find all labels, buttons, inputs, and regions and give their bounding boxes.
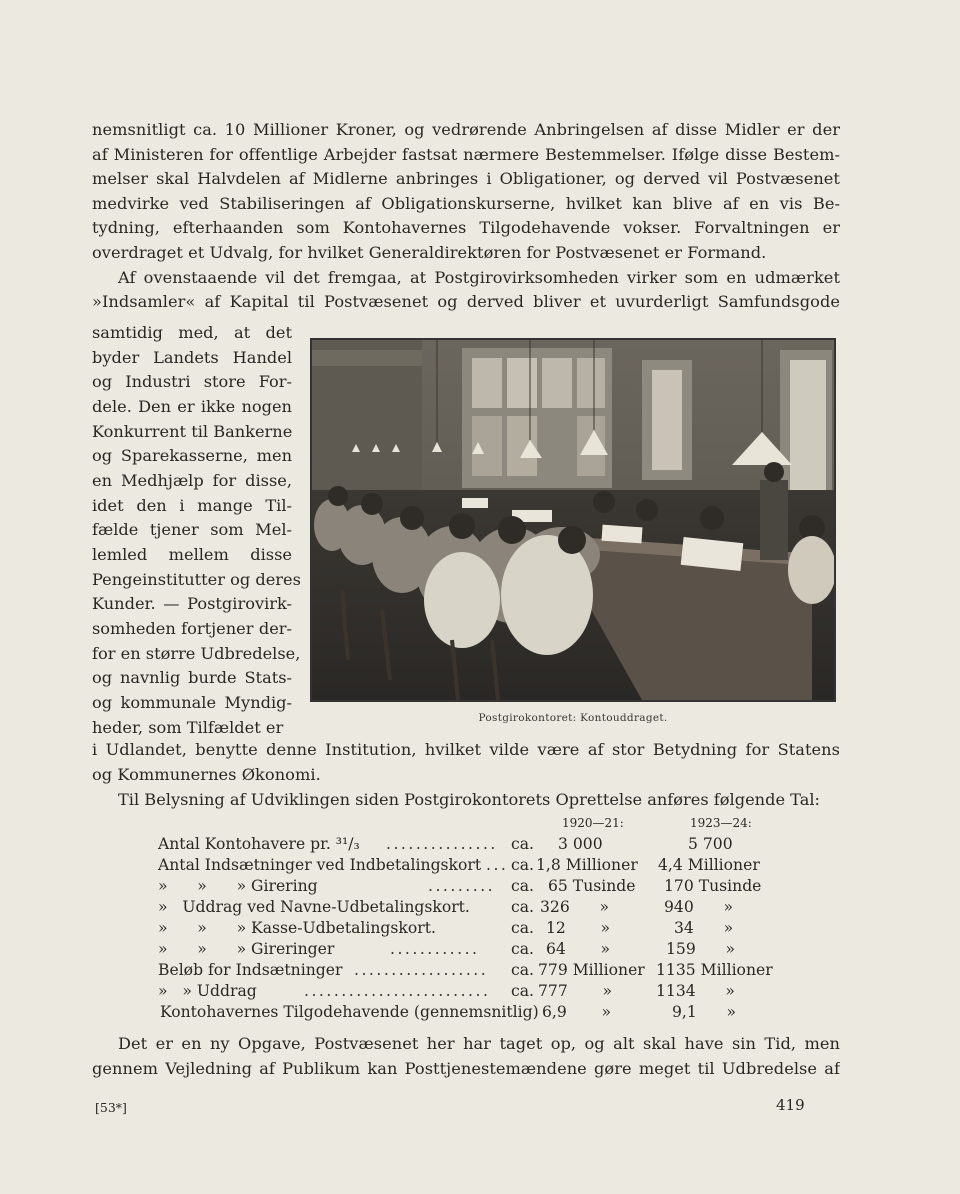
text-line: overdraget et Udvalg, for hvilket Generaldirektøren for Postvæsenet er Formand. bbox=[92, 242, 767, 262]
text-line: Kunder. — Postgirovirk- bbox=[92, 594, 292, 614]
leader-dots: ............ bbox=[390, 940, 480, 958]
leader-dots: ... bbox=[486, 856, 509, 874]
row-ca: ca. bbox=[511, 982, 534, 1000]
value-1920-21: 3 000 bbox=[558, 835, 603, 853]
text-line: nemsnitligt ca. 10 Millioner Kroner, og vedrørende Anbringelsen af disse Midler er der bbox=[92, 120, 840, 139]
paragraph-3 bbox=[92, 1032, 840, 1081]
text-line: for en større Udbredelse, bbox=[92, 643, 301, 663]
text-line: idet den i mange Til- bbox=[92, 495, 292, 515]
value-1920-21: 12 » bbox=[546, 919, 611, 937]
text-line: Pengeinstitutter og deres bbox=[92, 569, 301, 589]
text-line: dele. Den er ikke nogen bbox=[92, 396, 292, 416]
table-intro: Til Belysning af Udviklingen siden Postgirokontorets Oprettelse anføres følgende Tal: bbox=[118, 790, 820, 809]
paragraph-1 bbox=[92, 118, 840, 315]
row-label: » » » Gireringer bbox=[158, 940, 335, 958]
value-1923-24: 1135 Millioner bbox=[656, 961, 773, 979]
page-number: 419 bbox=[776, 1096, 805, 1114]
value-1923-24: 9,1 » bbox=[672, 1003, 737, 1021]
paragraph-2-continued bbox=[92, 738, 840, 787]
text-line: melser skal Halvdelen af Midlerne anbringes i Obligationer, og derved vil Postvæsenet bbox=[92, 169, 840, 189]
text-line: samtidig med, at det bbox=[92, 323, 292, 342]
row-label: Beløb for Indsætninger bbox=[158, 961, 343, 979]
text-line: og Sparekasserne, men bbox=[92, 446, 292, 466]
row-label: » » » Kasse-Udbetalingskort. bbox=[158, 919, 436, 937]
row-ca: ca. bbox=[511, 961, 534, 979]
column-header-1923-24: 1923—24: bbox=[690, 816, 752, 830]
row-label: Kontohavernes Tilgodehavende (gennemsnitlig) bbox=[160, 1003, 539, 1021]
text-line: lemled mellem disse bbox=[92, 544, 292, 564]
column-header-1920-21: 1920—21: bbox=[562, 816, 624, 830]
text-line: gennem Vejledning af Publikum kan Posttjenestemændene gøre meget til Udbredelse af bbox=[92, 1058, 840, 1078]
row-label: Antal Kontohavere pr. ³¹/₃ bbox=[158, 835, 360, 853]
text-line: Det er en ny Opgave, Postvæsenet her har taget op, og alt skal have sin Tid, men bbox=[118, 1034, 840, 1053]
value-1923-24: 5 700 bbox=[688, 835, 733, 853]
text-line: Af ovenstaaende vil det fremgaa, at Postgirovirksomheden virker som en udmærket bbox=[118, 267, 840, 287]
row-ca: ca. bbox=[511, 898, 534, 916]
text-line: i Udlandet, benytte denne Institution, hvilket vilde være af stor Betydning for Statens bbox=[92, 740, 840, 759]
leader-dots: ......... bbox=[428, 877, 496, 895]
photo-caption: Postgirokontoret: Kontouddraget. bbox=[478, 712, 668, 724]
text-line: en Medhjælp for disse, bbox=[92, 470, 292, 490]
leader-dots: ............... bbox=[386, 835, 498, 853]
text-line: fælde tjener som Mel- bbox=[92, 520, 292, 540]
value-1923-24: 34 » bbox=[674, 919, 734, 937]
value-1923-24: 4,4 Millioner bbox=[658, 856, 760, 874]
text-line: »Indsamler« af Kapital til Postvæsenet og derved bliver et uvurderligt Samfundsgode bbox=[92, 292, 840, 312]
row-ca: ca. bbox=[511, 877, 534, 895]
leader-dots: .................. bbox=[354, 961, 489, 979]
row-ca: ca. bbox=[511, 835, 534, 853]
row-ca: ca. bbox=[511, 919, 534, 937]
text-line: og Industri store For- bbox=[92, 372, 292, 392]
text-line: tydning, efterhaanden som Kontohavernes Tilgodehavende vokser. Forvaltningen er bbox=[92, 218, 840, 238]
office-photo-illustration bbox=[312, 340, 834, 700]
row-ca: ca. bbox=[511, 856, 534, 874]
text-line: og Kommunernes Økonomi. bbox=[92, 764, 321, 784]
text-line: Konkurrent til Bankerne bbox=[92, 421, 293, 441]
value-1923-24: 170 Tusinde bbox=[664, 877, 762, 895]
value-1920-21: 64 » bbox=[546, 940, 611, 958]
text-line: og navnlig burde Stats- bbox=[92, 668, 292, 688]
text-line: somheden fortjener der- bbox=[92, 618, 292, 638]
leader-dots: ......................... bbox=[304, 982, 491, 1000]
value-1923-24: 1134 » bbox=[656, 982, 735, 1000]
value-1920-21: 779 Millioner bbox=[538, 961, 645, 979]
value-1920-21: 777 » bbox=[538, 982, 613, 1000]
value-1920-21: 1,8 Millioner bbox=[536, 856, 638, 874]
value-1920-21: 326 » bbox=[540, 898, 610, 916]
row-label: » » Uddrag bbox=[158, 982, 257, 1000]
printer-signature: [53*] bbox=[95, 1100, 127, 1115]
text-line: og kommunale Myndig- bbox=[92, 692, 292, 712]
text-line: byder Landets Handel bbox=[92, 347, 292, 367]
text-line: af Ministeren for offentlige Arbejder fastsat nærmere Bestemmelser. Ifølge disse Bestem- bbox=[92, 144, 840, 164]
row-label: » Uddrag ved Navne-Udbetalingskort. bbox=[158, 898, 470, 916]
text-line: medvirke ved Stabiliseringen af Obligationskurserne, hvilket kan blive af en vis Be- bbox=[92, 193, 840, 213]
value-1920-21: 6,9 » bbox=[542, 1003, 612, 1021]
value-1923-24: 940 » bbox=[664, 898, 734, 916]
value-1920-21: 65 Tusinde bbox=[548, 877, 636, 895]
row-label: » » » Girering bbox=[158, 877, 318, 895]
text-line: heder, som Tilfældet er bbox=[92, 717, 284, 737]
row-ca: ca. bbox=[511, 940, 534, 958]
value-1923-24: 159 » bbox=[666, 940, 736, 958]
row-label: Antal Indsætninger ved Indbetalingskort bbox=[158, 856, 482, 874]
office-photograph bbox=[310, 338, 836, 702]
